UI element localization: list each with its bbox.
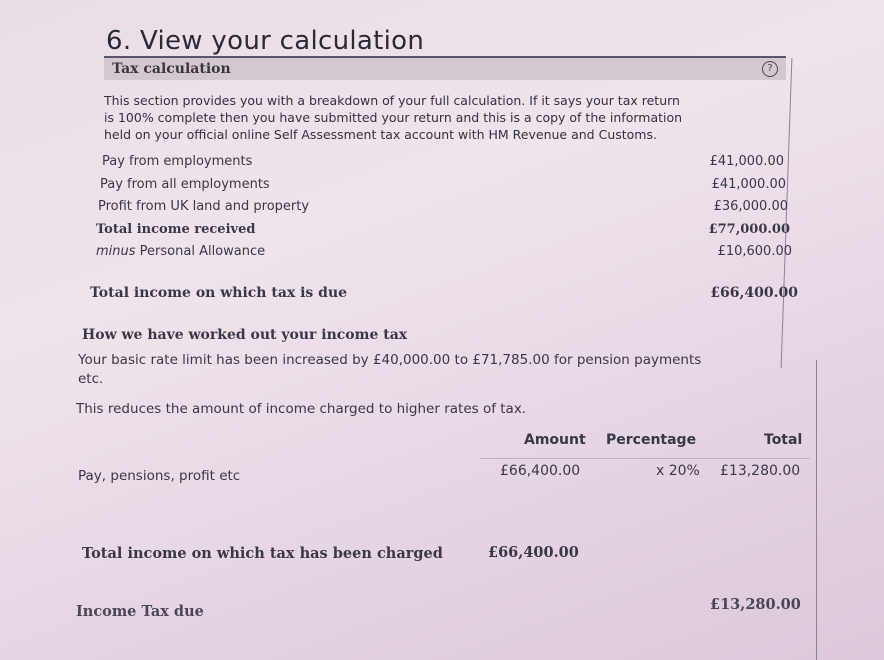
- workings-line: This reduces the amount of income charged to higher rates of tax.: [76, 401, 527, 417]
- column-header-total: Total: [764, 432, 803, 448]
- income-total-row: [96, 222, 790, 240]
- taxable-total-label: Total income on which tax is due: [90, 285, 348, 301]
- tax-due-label: Income Tax due: [76, 603, 204, 620]
- intro-text: [104, 92, 794, 143]
- taxable-total-value: £66,400.00: [710, 285, 798, 301]
- income-label: Total income received: [96, 222, 256, 237]
- tax-row-amount: £66,400.00: [500, 463, 581, 479]
- section-header: [104, 58, 786, 80]
- income-label: Profit from UK land and property: [98, 199, 310, 214]
- income-label: Pay from all employments: [100, 177, 270, 192]
- section-title: Tax calculation: [112, 61, 231, 77]
- question-circle-icon[interactable]: ?: [762, 61, 778, 77]
- income-value: £41,000.00: [709, 154, 784, 169]
- workings-line: etc.: [78, 371, 104, 387]
- total-charged-label: Total income on which tax has been charged: [82, 545, 443, 562]
- income-row: [102, 154, 784, 172]
- income-value: £77,000.00: [708, 222, 790, 237]
- income-label: Pay from employments: [102, 154, 253, 169]
- income-value: £41,000.00: [711, 177, 786, 192]
- table-divider: [480, 458, 810, 459]
- tax-row-label: Pay, pensions, profit etc: [78, 468, 241, 484]
- intro-line: held on your official online Self Assessment tax account with HM Revenue and Customs.: [104, 127, 657, 142]
- total-charged-value: £66,400.00: [488, 544, 579, 561]
- allowance-row: [96, 244, 792, 262]
- workings-line: Your basic rate limit has been increased by £40,000.00 to £71,785.00 for pension payments: [78, 352, 702, 368]
- income-value: £36,000.00: [713, 199, 788, 214]
- tax-row-percentage: x 20%: [656, 463, 700, 479]
- allowance-label-group: [96, 244, 265, 259]
- tax-due-value: £13,280.00: [710, 596, 801, 613]
- taxable-total-row: [90, 285, 798, 305]
- panel-border: [816, 360, 817, 660]
- workings-heading: How we have worked out your income tax: [82, 327, 408, 343]
- income-value: £10,600.00: [717, 244, 792, 259]
- column-header-amount: Amount: [524, 432, 586, 448]
- income-row: [100, 177, 786, 195]
- page-title: 6. View your calculation: [106, 26, 425, 56]
- column-header-percentage: Percentage: [606, 432, 697, 448]
- tax-row-total: £13,280.00: [720, 463, 801, 479]
- intro-line: This section provides you with a breakdown of your full calculation. If it says your tax return: [104, 93, 680, 108]
- income-row: [98, 199, 788, 217]
- allowance-prefix: minus: [96, 244, 136, 259]
- intro-line: is 100% complete then you have submitted your return and this is a copy of the information: [104, 110, 683, 125]
- income-label: Personal Allowance: [139, 244, 266, 259]
